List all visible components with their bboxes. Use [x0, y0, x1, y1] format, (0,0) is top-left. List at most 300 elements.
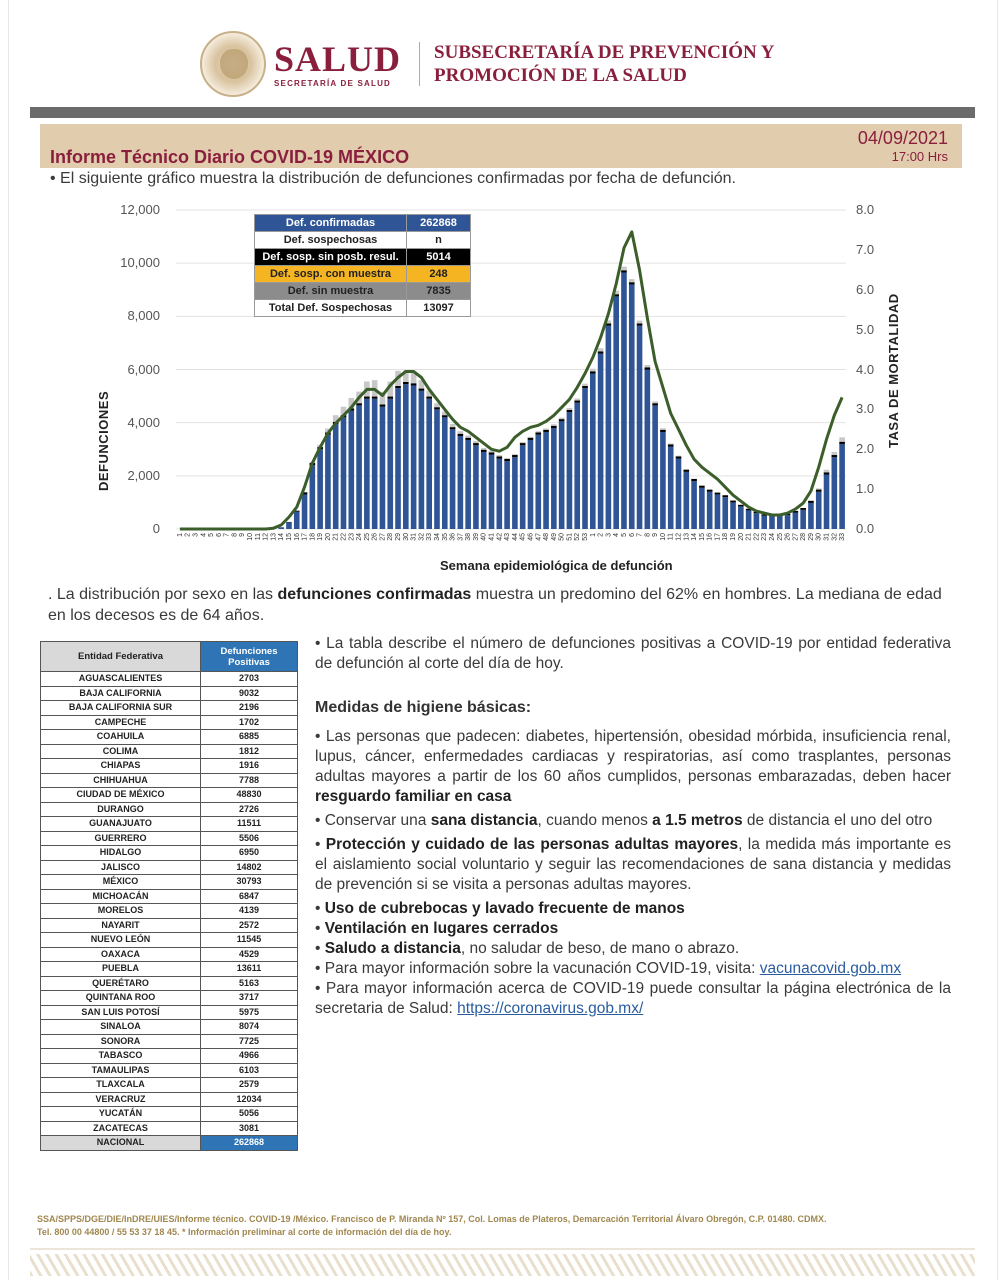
bar-confirmed [839, 444, 845, 529]
bar-suspect-no-result [683, 470, 689, 472]
state-name: JALISCO [41, 860, 201, 875]
x-tick-label: 21 [332, 533, 340, 541]
y2-tick-label: 5.0 [856, 321, 875, 337]
table-row [41, 846, 298, 861]
x-tick-label: 44 [511, 533, 519, 541]
bar-suspect-no-result [832, 455, 838, 457]
x-tick-label: 26 [371, 533, 379, 541]
bar-suspect-no-result [543, 430, 549, 432]
bar-confirmed [699, 488, 705, 529]
state-deaths: 11545 [201, 933, 298, 948]
state-name: QUERÉTARO [41, 976, 201, 991]
bar-suspect-no-result [387, 397, 393, 399]
x-tick-label: 43 [504, 533, 512, 541]
bar-no-sample [512, 454, 518, 455]
x-tick-label: 29 [807, 533, 815, 541]
state-deaths: 48830 [201, 788, 298, 803]
bar-suspect-no-result [403, 382, 409, 384]
x-tick-label: 11 [254, 533, 262, 541]
bar-suspect-no-result [590, 371, 596, 373]
table-row [41, 889, 298, 904]
measure-ventilation: • Ventilación en lugares cerrados [315, 920, 559, 937]
table-row [41, 686, 298, 701]
bar-confirmed [824, 475, 830, 529]
bar-confirmed [652, 405, 658, 529]
bar-suspect-no-result [364, 397, 370, 399]
bar-confirmed [761, 516, 767, 529]
bar-no-sample [450, 424, 456, 427]
bar-confirmed [645, 370, 651, 530]
coronavirus-link[interactable]: https://coronavirus.gob.mx/ [457, 1000, 644, 1017]
x-tick-label: 40 [480, 533, 488, 541]
x-tick-label: 25 [776, 533, 784, 541]
bar-suspect-no-result [676, 456, 682, 458]
bar-confirmed [278, 527, 284, 529]
x-tick-label: 24 [768, 533, 776, 541]
legend-row-no-sample: Def. sin muestra 7835 [255, 283, 471, 300]
state-deaths: 13611 [201, 962, 298, 977]
state-deaths: 30793 [201, 875, 298, 890]
bar-confirmed [691, 481, 697, 529]
x-tick-label: 24 [356, 533, 364, 541]
bar-suspect-no-result [481, 450, 487, 452]
bar-no-sample [582, 384, 588, 386]
x-tick-label: 23 [761, 533, 769, 541]
bar-confirmed [317, 449, 323, 529]
state-name: BAJA CALIFORNIA [41, 686, 201, 701]
bar-confirmed [683, 472, 689, 529]
bar-suspect-no-result [637, 323, 643, 325]
measure-elderly-care: • Protección y cuidado de las personas adultas mayores, la medida más importante es el aislamiento social voluntario y seguir las recomendaciones de sana distancia y medidas de prevención si se visita a personas adultas mayores. [315, 836, 952, 893]
bar-confirmed [543, 432, 549, 529]
state-deaths: 4966 [201, 1049, 298, 1064]
bar-confirmed [769, 516, 775, 529]
bar-no-sample [816, 488, 822, 489]
x-tick-label: 31 [410, 533, 418, 541]
chart-intro-text: • El siguiente gráfico muestra la distribución de defunciones confirmadas por fecha de defunción. [50, 170, 736, 187]
table-row [41, 991, 298, 1006]
bar-confirmed [746, 510, 752, 529]
table-row [41, 976, 298, 991]
x-tick-label: 39 [472, 533, 480, 541]
covid-info: • Para mayor información acerca de COVID-19 puede consultar la página electrónica de la secretaria de Salud: https://coronavirus.gob.mx/ [315, 980, 951, 1017]
bar-confirmed [481, 452, 487, 529]
vacunacovid-link[interactable]: vacunacovid.gob.mx [759, 960, 902, 977]
state-deaths: 2703 [201, 672, 298, 687]
x-tick-label: 21 [745, 533, 753, 541]
legend-row-suspect-with-sample: Def. sosp. con muestra 248 [255, 266, 471, 283]
state-name: NUEVO LEÓN [41, 933, 201, 948]
x-tick-label: 10 [247, 533, 255, 541]
bar-confirmed [598, 354, 604, 529]
bar-suspect-no-result [730, 501, 736, 503]
x-tick-label: 35 [441, 533, 449, 541]
x-tick-label: 22 [340, 533, 348, 541]
state-deaths: 4529 [201, 947, 298, 962]
bar-suspect-no-result [621, 270, 627, 272]
x-tick-label: 18 [309, 533, 317, 541]
x-tick-label: 14 [278, 533, 286, 541]
x-tick-label: 20 [324, 533, 332, 541]
bar-confirmed [613, 296, 619, 529]
state-deaths: 3717 [201, 991, 298, 1006]
state-deaths: 3081 [201, 1121, 298, 1136]
table-row [41, 1063, 298, 1078]
x-tick-label: 15 [285, 533, 293, 541]
bar-confirmed [722, 497, 728, 529]
state-name: TABASCO [41, 1049, 201, 1064]
header-divider [419, 42, 420, 86]
state-name: SAN LUIS POTOSÍ [41, 1005, 201, 1020]
bar-confirmed [582, 388, 588, 529]
x-tick-label: 10 [659, 533, 667, 541]
bar-suspect-no-result [380, 405, 386, 407]
bar-confirmed [816, 492, 822, 529]
state-name: TLAXCALA [41, 1078, 201, 1093]
state-name: GUANAJUATO [41, 817, 201, 832]
state-name: SONORA [41, 1034, 201, 1049]
x-tick-label: 27 [792, 533, 800, 541]
bar-confirmed [785, 515, 791, 529]
salud-logo [274, 40, 401, 88]
state-deaths: 6847 [201, 889, 298, 904]
x-tick-label: 49 [550, 533, 558, 541]
bar-suspect-no-result [816, 490, 822, 492]
measure-masks: • Uso de cubrebocas y lavado frecuente de manos [315, 900, 685, 917]
bar-suspect-no-result [372, 397, 378, 399]
x-tick-label: 16 [706, 533, 714, 541]
x-tick-label: 28 [800, 533, 808, 541]
state-name: YUCATÁN [41, 1107, 201, 1122]
hygiene-measures-section [315, 634, 951, 1023]
x-tick-label: 42 [496, 533, 504, 541]
bar-confirmed [333, 424, 339, 529]
x-tick-label: 6 [215, 533, 223, 537]
bar-confirmed [808, 503, 814, 529]
total-value: 262868 [201, 1136, 298, 1151]
table-description: • La tabla describe el número de defunciones positivas a COVID-19 por entidad federativa de defunción al corte del día de hoy. [315, 635, 951, 672]
y-axis-label: DEFUNCIONES [96, 390, 111, 491]
y2-tick-label: 3.0 [856, 401, 875, 417]
state-deaths: 6885 [201, 730, 298, 745]
bar-confirmed [574, 403, 580, 529]
footer-divider [30, 1248, 975, 1250]
table-row [41, 1020, 298, 1035]
chart-plot-area [100, 196, 930, 576]
bar-confirmed [504, 461, 510, 529]
deaths-chart [96, 196, 930, 576]
table-row [41, 1049, 298, 1064]
table-total-row [41, 1136, 298, 1151]
bar-suspect-no-result [668, 444, 674, 446]
state-deaths: 2196 [201, 701, 298, 716]
y2-tick-label: 4.0 [856, 361, 875, 377]
x-tick-label: 19 [730, 533, 738, 541]
bar-confirmed [286, 522, 292, 529]
vaccination-info: • Para mayor información sobre la vacunación COVID-19, visita: vacunacovid.gob.mx [315, 960, 902, 977]
bar-confirmed [364, 399, 370, 529]
bar-no-sample [637, 321, 643, 324]
bar-suspect-no-result [715, 493, 721, 495]
table-row [41, 802, 298, 817]
y-tick-label: 2,000 [127, 467, 160, 483]
state-deaths-table [40, 641, 298, 1151]
bar-no-sample [535, 431, 541, 432]
x-tick-label: 2 [184, 533, 192, 537]
bar-suspect-no-result [465, 438, 471, 440]
total-label: NACIONAL [41, 1136, 201, 1151]
state-name: ZACATECAS [41, 1121, 201, 1136]
y-tick-label: 6,000 [127, 361, 160, 377]
bar-no-sample [559, 418, 565, 420]
bar-suspect-no-result [645, 367, 651, 369]
bar-suspect-no-result [652, 403, 658, 405]
state-name: COLIMA [41, 744, 201, 759]
bar-no-sample [551, 424, 557, 426]
x-tick-label: 30 [815, 533, 823, 541]
bar-confirmed [738, 506, 744, 529]
bar-suspect-no-result [520, 443, 526, 445]
bar-confirmed [559, 421, 565, 529]
x-tick-label: 5 [208, 533, 216, 537]
bar-no-sample [629, 279, 635, 282]
bar-confirmed [325, 435, 331, 529]
y2-tick-label: 6.0 [856, 281, 875, 297]
table-row [41, 1078, 298, 1093]
state-name: MICHOACÁN [41, 889, 201, 904]
x-tick-label: 7 [223, 533, 231, 537]
state-deaths: 7725 [201, 1034, 298, 1049]
bar-no-sample [832, 452, 838, 455]
state-name: MÉXICO [41, 875, 201, 890]
bar-confirmed [800, 510, 806, 529]
bar-suspect-no-result [800, 508, 806, 510]
bar-confirmed [777, 516, 783, 529]
x-tick-label: 12 [675, 533, 683, 541]
bar-suspect-no-result [512, 455, 518, 457]
table-row [41, 1005, 298, 1020]
state-name: SINALOA [41, 1020, 201, 1035]
bar-confirmed [629, 284, 635, 529]
x-tick-label: 2 [597, 533, 605, 537]
x-tick-label: 14 [691, 533, 699, 541]
state-name: CIUDAD DE MÉXICO [41, 788, 201, 803]
legend-row-confirmed: Def. confirmadas 262868 [255, 215, 471, 232]
x-tick-label: 48 [543, 533, 551, 541]
table-row [41, 730, 298, 745]
bar-no-sample [660, 428, 666, 430]
bar-confirmed [489, 455, 495, 529]
hygiene-heading: Medidas de higiene básicas: [315, 699, 532, 716]
x-tick-label: 8 [644, 533, 652, 537]
state-name: CHIAPAS [41, 759, 201, 774]
bar-suspect-no-result [738, 505, 744, 507]
bar-suspect-no-result [473, 443, 479, 445]
y-tick-label: 8,000 [127, 308, 160, 324]
bar-suspect-no-result [551, 426, 557, 428]
bar-suspect-no-result [839, 442, 845, 444]
bar-suspect-no-result [450, 427, 456, 429]
x-tick-label: 30 [402, 533, 410, 541]
bar-confirmed [660, 432, 666, 529]
state-name: BAJA CALIFORNIA SUR [41, 701, 201, 716]
state-deaths: 9032 [201, 686, 298, 701]
table-row [41, 1107, 298, 1122]
state-name: MORELOS [41, 904, 201, 919]
bar-suspect-no-result [426, 397, 432, 399]
x-tick-label: 3 [605, 533, 613, 537]
x-tick-label: 16 [293, 533, 301, 541]
bar-confirmed [512, 457, 518, 529]
state-name: AGUASCALIENTES [41, 672, 201, 687]
x-tick-label: 17 [301, 533, 309, 541]
x-tick-label: 34 [433, 533, 441, 541]
measure-greeting: • Saludo a distancia, no saludar de beso, de mano o abrazo. [315, 940, 740, 957]
y-tick-label: 10,000 [120, 255, 160, 271]
legend-row-total-suspect: Total Def. Sospechosas 13097 [255, 300, 471, 317]
x-tick-label: 29 [395, 533, 403, 541]
x-tick-label: 53 [582, 533, 590, 541]
bar-suspect-no-result [808, 501, 814, 503]
bar-confirmed [372, 399, 378, 529]
bar-no-sample [481, 448, 487, 450]
state-name: DURANGO [41, 802, 201, 817]
y2-tick-label: 1.0 [856, 481, 875, 497]
bar-suspect-no-result [434, 407, 440, 409]
table-row [41, 744, 298, 759]
legend-row-suspect-no-result: Def. sosp. sin posb. resul. 5014 [255, 249, 471, 266]
bar-suspect-no-result [699, 486, 705, 488]
bar-confirmed [473, 445, 479, 529]
x-tick-label: 23 [348, 533, 356, 541]
state-deaths: 5506 [201, 831, 298, 846]
bar-no-sample [465, 435, 471, 437]
x-tick-label: 37 [457, 533, 465, 541]
bar-confirmed [465, 440, 471, 529]
column-header-entity: Entidad Federativa [41, 642, 201, 672]
bar-confirmed [707, 492, 713, 529]
brand-name: SALUD [274, 39, 402, 79]
bar-confirmed [606, 326, 612, 529]
bar-no-sample [528, 437, 534, 438]
x-tick-label: 11 [667, 533, 675, 541]
footer-decorative-pattern [30, 1254, 975, 1276]
bar-confirmed [551, 428, 557, 529]
bar-suspect-no-result [535, 432, 541, 434]
x-tick-label: 9 [239, 533, 247, 537]
bar-confirmed [434, 409, 440, 529]
bar-suspect-no-result [824, 472, 830, 474]
bar-confirmed [356, 405, 362, 529]
bar-confirmed [793, 513, 799, 529]
state-name: TAMAULIPAS [41, 1063, 201, 1078]
bar-suspect-no-result [489, 452, 495, 454]
table-row [41, 904, 298, 919]
state-name: CHIHUAHUA [41, 773, 201, 788]
bar-no-sample [598, 348, 604, 351]
bar-suspect-no-result [707, 490, 713, 492]
state-name: QUINTANA ROO [41, 991, 201, 1006]
y2-tick-label: 8.0 [856, 202, 875, 217]
bar-confirmed [730, 502, 736, 529]
subsecretaria-title [434, 41, 774, 87]
bar-suspect-no-result [458, 434, 464, 436]
x-tick-label: 27 [379, 533, 387, 541]
table-row [41, 947, 298, 962]
bar-no-sample [676, 456, 682, 457]
table-row [41, 817, 298, 832]
x-tick-label: 15 [698, 533, 706, 541]
state-name: COAHUILA [41, 730, 201, 745]
x-tick-label: 51 [566, 533, 574, 541]
table-row [41, 962, 298, 977]
x-tick-label: 13 [683, 533, 691, 541]
x-tick-label: 17 [714, 533, 722, 541]
state-deaths: 1702 [201, 715, 298, 730]
bar-confirmed [754, 513, 760, 529]
x-tick-label: 4 [613, 533, 621, 537]
state-name: GUERRERO [41, 831, 201, 846]
bar-confirmed [294, 512, 300, 529]
x-tick-label: 4 [200, 533, 208, 537]
bar-confirmed [497, 459, 503, 529]
bar-confirmed [426, 399, 432, 529]
x-tick-label: 3 [192, 533, 200, 537]
state-deaths: 8074 [201, 1020, 298, 1035]
x-tick-label: 46 [527, 533, 535, 541]
state-name: OAXACA [41, 947, 201, 962]
legend-row-suspect: Def. sospechosas n [255, 232, 471, 249]
bar-confirmed [676, 459, 682, 529]
bar-suspect-no-result [567, 410, 573, 412]
state-name: CAMPECHE [41, 715, 201, 730]
x-tick-label: 1 [589, 533, 597, 537]
x-tick-label: 45 [519, 533, 527, 541]
bar-no-sample [590, 369, 596, 372]
header [200, 28, 840, 100]
state-name: PUEBLA [41, 962, 201, 977]
bar-confirmed [832, 457, 838, 529]
bar-suspect-no-result [559, 419, 565, 421]
bar-confirmed [520, 445, 526, 529]
bar-suspect-no-result [528, 438, 534, 440]
bar-suspect-no-result [504, 459, 510, 461]
x-tick-label: 33 [839, 533, 847, 541]
bar-suspect-no-result [497, 456, 503, 458]
bar-no-sample [567, 408, 573, 410]
bar-no-sample [543, 429, 549, 430]
table-header-row [41, 642, 298, 672]
state-deaths: 2726 [201, 802, 298, 817]
measure-distance: • Conservar una sana distancia, cuando menos a 1.5 metros de distancia el uno del otro [315, 812, 933, 829]
x-tick-label: 38 [465, 533, 473, 541]
table-row [41, 918, 298, 933]
table-row [41, 759, 298, 774]
x-tick-label: 47 [535, 533, 543, 541]
bar-no-sample [473, 441, 479, 443]
x-tick-label: 32 [831, 533, 839, 541]
x-tick-label: 20 [737, 533, 745, 541]
x-tick-label: 9 [652, 533, 660, 537]
bar-no-sample [520, 442, 526, 443]
table-row [41, 715, 298, 730]
x-tick-label: 5 [620, 533, 628, 537]
state-name: VERACRUZ [41, 1092, 201, 1107]
table-row [41, 701, 298, 716]
bar-confirmed [403, 384, 409, 529]
x-tick-label: 22 [753, 533, 761, 541]
footer-address: SSA/SPPS/DGE/DIE/InDRE/UIES/Informe técnico. COVID-19 /México. Francisco de P. Miranda Nº 157, Col. Lomas de Plateros, Demarcación Territorial Álvaro Obregón, C.P. 01480. CDMX. Tel. 800 00 44800 / 55 53 37 18 45. * Información preliminar al corte de información del día de hoy. [37, 1214, 827, 1237]
